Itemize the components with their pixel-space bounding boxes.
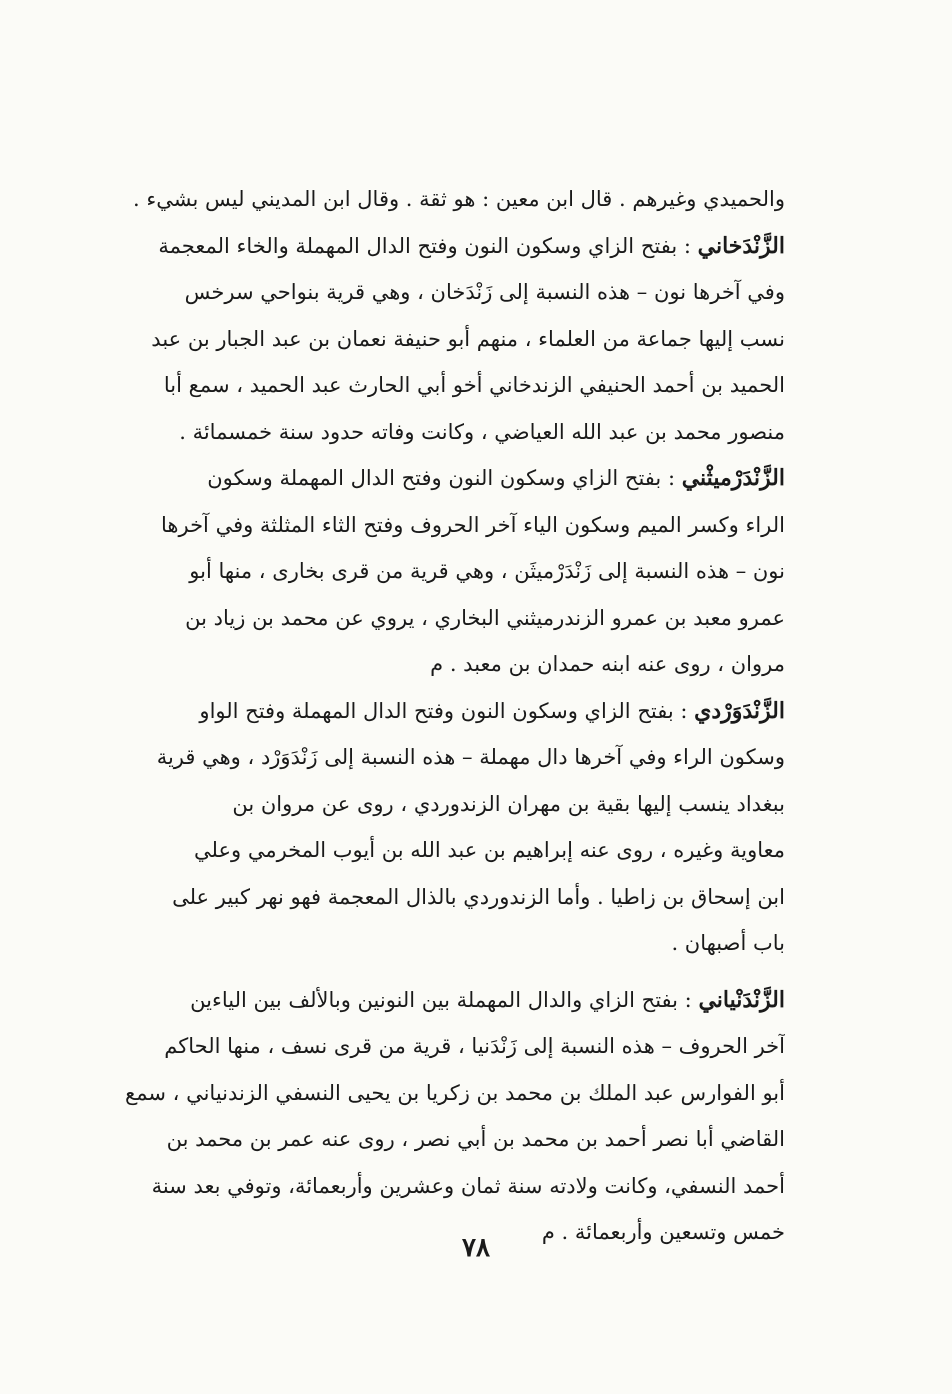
entry-line-text: : بفتح الزاي وسكون النون وفتح الدال المهملة والخاء المعجمة	[158, 233, 698, 258]
text-line: نون – هذه النسبة إلى زَنْدَرْميثَن ، وهي قرية من قرى بخارى ، منها أبو	[189, 559, 785, 583]
text-line: ببغداد ينسب إليها بقية بن مهران الزندوردي ، روى عن مروان بن	[232, 791, 785, 816]
text-line: وسكون الراء وفي آخرها دال مهملة – هذه النسبة إلى زَنْدَوَرْد ، وهي قرية	[156, 745, 785, 769]
text-line: القاضي أبا نصر أحمد بن محمد بن أبي نصر ، روى عنه عمر بن محمد بن	[166, 1127, 785, 1151]
text-line: آخر الحروف – هذه النسبة إلى زَنْدَنيا ، قرية من قرى نسف ، منها الحاكم	[164, 1034, 785, 1058]
text-line: باب أصبهان .	[671, 931, 785, 955]
text-line: والحميدي وغيرهم . قال ابن معين : هو ثقة . وقال ابن المديني ليس بشيء .	[133, 187, 785, 211]
entry-first-line	[105, 455, 785, 502]
text-line: الحميد بن أحمد الحنيفي الزندخاني أخو أبي الحارث عبد الحميد ، سمع أبا	[163, 373, 785, 397]
page-body-text	[105, 176, 785, 1256]
text-line: معاوية وغيره ، روى عنه إبراهيم بن عبد الله بن أيوب المخرمي وعلي	[194, 838, 785, 862]
entry-first-line	[105, 688, 785, 735]
entry-headword: الزَّنْدَنْياني	[698, 986, 785, 1013]
entry-headword: الزَّنْدَرْميثْني	[681, 465, 785, 491]
entry-line-text: : بفتح الزاي والدال المهملة بين النونين وبالألف بين الياءين	[190, 987, 699, 1012]
text-line: عمرو معبد بن عمرو الزندرميثني البخاري ، يروي عن محمد بن زياد بن	[185, 605, 785, 630]
text-line: منصور محمد بن عبد الله العياضي ، وكانت وفاته حدود سنة خمسمائة .	[179, 419, 785, 444]
page-number: ٧٨	[462, 1233, 490, 1263]
entry-first-line	[105, 977, 785, 1024]
entry-headword: الزَّنْدَوَرْدي	[694, 697, 785, 724]
text-line: أحمد النسفي، وكانت ولادته سنة ثمان وعشرين وأربعمائة، وتوفي بعد سنة	[151, 1173, 785, 1198]
text-line: نسب إليها جماعة من العلماء ، منهم أبو حنيفة نعمان بن عبد الجبار بن عبد	[151, 326, 785, 351]
entry-line-text: : بفتح الزاي وسكون النون وفتح الدال المهملة وفتح الواو	[199, 698, 695, 723]
text-line: خمس وتسعين وأربعمائة . م	[541, 1220, 785, 1244]
entry-first-line	[105, 223, 785, 270]
text-line: أبو الفوارس عبد الملك بن محمد بن زكريا بن يحيى النسفي الزندنياني ، سمع	[125, 1080, 785, 1105]
text-line: ابن إسحاق بن زاطيا . وأما الزندوردي بالذال المعجمة فهو نهر كبير على	[172, 884, 785, 909]
text-line: وفي آخرها نون – هذه النسبة إلى زَنْدَخان ، وهي قرية بنواحي سرخس	[184, 280, 785, 304]
entry-headword: الزَّنْدَخاني	[697, 232, 785, 259]
entry-line-text: : بفتح الزاي وسكون النون وفتح الدال المهملة وسكون	[207, 466, 682, 490]
text-line: الراء وكسر الميم وسكون الياء آخر الحروف وفتح الثاء المثلثة وفي آخرها	[161, 512, 785, 537]
text-line: مروان ، روى عنه ابنه حمدان بن معبد . م	[430, 652, 785, 676]
